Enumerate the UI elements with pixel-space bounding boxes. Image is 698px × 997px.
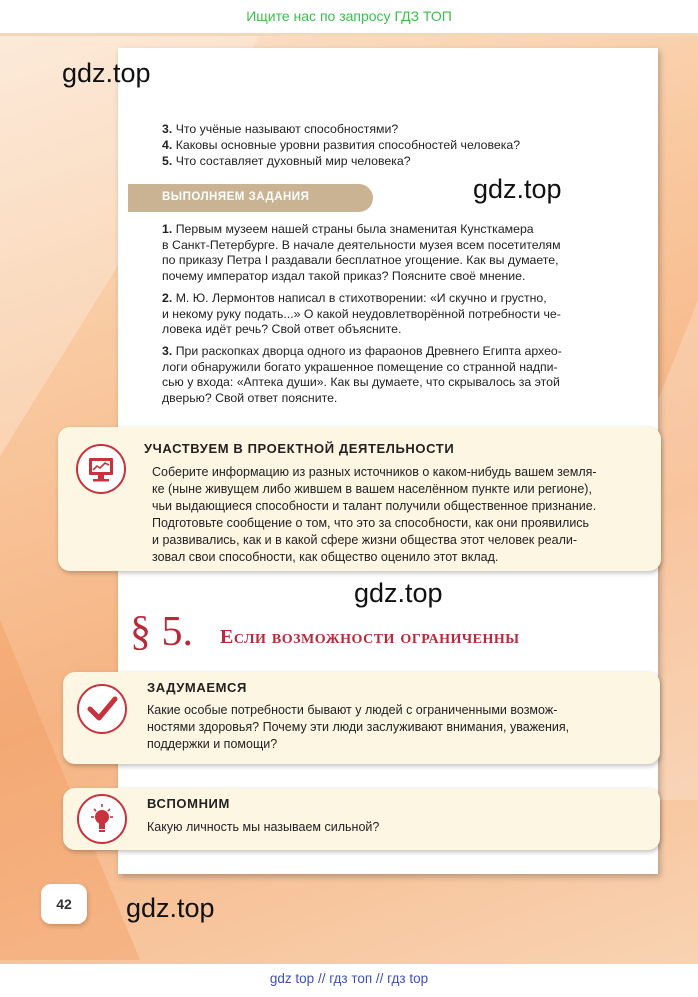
task-line: дверью? Свой ответ поясните. bbox=[162, 390, 338, 405]
task-number: 3. bbox=[162, 344, 173, 358]
tasks-header-banner bbox=[128, 184, 373, 212]
project-line: Соберите информацию из разных источников о каком-нибудь вашем земля- bbox=[152, 465, 597, 479]
question-number: 5. bbox=[162, 154, 173, 168]
task-line: в Санкт-Петербурге. В начале деятельности музея всем посетителям bbox=[162, 237, 561, 252]
task-line: почему император издал такой приказ? Поясните своё мнение. bbox=[162, 268, 526, 283]
think-line: Какие особые потребности бывают у людей с ограниченными возмож- bbox=[147, 703, 558, 717]
think-line: поддержки и помощи? bbox=[147, 737, 278, 751]
project-line: Подготовьте сообщение о том, что это за способности, как они проявились bbox=[152, 516, 590, 530]
monitor-icon bbox=[76, 444, 126, 494]
task-number: 1. bbox=[162, 222, 173, 236]
project-card bbox=[58, 427, 661, 571]
task-line: и некому руку подать...» О какой неудовлетворённой потребности че- bbox=[162, 306, 561, 321]
task-2 bbox=[162, 291, 625, 338]
footer-links[interactable]: gdz top // гдз топ // гдз top bbox=[0, 964, 698, 997]
lightbulb-icon bbox=[77, 794, 127, 844]
project-line: и развивались, как и в какой сфере жизни общества этот человек реали- bbox=[152, 533, 578, 547]
checkmark-icon bbox=[77, 684, 127, 734]
recall-title: ВСПОМНИМ bbox=[147, 796, 230, 811]
think-card bbox=[63, 672, 660, 764]
watermark: gdz.top bbox=[473, 174, 562, 204]
recall-text: Какую личность мы называем сильной? bbox=[147, 820, 380, 834]
think-text bbox=[147, 702, 647, 753]
think-line: ностями здоровья? Почему эти люди заслуживают внимания, уважения, bbox=[147, 720, 570, 734]
task-line bbox=[162, 222, 625, 238]
page-number: 42 bbox=[41, 884, 87, 924]
task-line-text: При раскопках дворца одного из фараонов Древнего Египта археo- bbox=[175, 344, 562, 358]
question-item bbox=[162, 137, 520, 153]
question-text: Что учёные называют способностями? bbox=[175, 122, 399, 136]
question-text: Каковы основные уровни развития способностей человека? bbox=[175, 138, 521, 152]
paragraph-sign: § 5. bbox=[130, 609, 193, 655]
question-number: 4. bbox=[162, 138, 173, 152]
project-line: зовал свои способности, как общество оценило этот вклад. bbox=[152, 550, 499, 564]
task-line: сью у входа: «Аптека души». Как вы думаете, что скрывалось за этой bbox=[162, 375, 560, 390]
task-line: по приказу Петра I раздавали бесплатное угощение. Как вы думаете, bbox=[162, 253, 559, 268]
think-title: ЗАДУМАЕМСЯ bbox=[147, 680, 247, 695]
project-line: чьи выдающиеся способности и талант получили общественное признание. bbox=[152, 499, 597, 513]
project-line: ке (ныне живущем либо жившем в вашем населённом пункте или регионе), bbox=[152, 482, 592, 496]
task-line: ловека идёт речь? Свой ответ объясните. bbox=[162, 322, 402, 337]
task-line bbox=[162, 344, 625, 360]
task-3 bbox=[162, 344, 625, 406]
watermark: gdz.top bbox=[62, 58, 151, 88]
recall-card bbox=[63, 788, 660, 850]
task-line-text: Первым музеем нашей страны была знаменитая Кунсткамера bbox=[175, 222, 534, 236]
question-item bbox=[162, 153, 411, 169]
watermark: gdz.top bbox=[126, 893, 215, 923]
project-text bbox=[152, 464, 646, 566]
task-line: логи обнаружили богато украшенное помещение со странной надпи- bbox=[162, 359, 558, 374]
task-1 bbox=[162, 222, 625, 284]
paragraph-title: Если возможности ограниченны bbox=[220, 626, 520, 648]
question-number: 3. bbox=[162, 122, 173, 136]
question-item bbox=[162, 121, 398, 137]
top-banner[interactable]: Ищите нас по запросу ГДЗ ТОП bbox=[0, 0, 698, 34]
tasks-header: ВЫПОЛНЯЕМ ЗАДАНИЯ bbox=[162, 191, 310, 203]
task-number: 2. bbox=[162, 291, 173, 305]
project-title: УЧАСТВУЕМ В ПРОЕКТНОЙ ДЕЯТЕЛЬНОСТИ bbox=[144, 441, 455, 456]
task-line bbox=[162, 291, 625, 307]
question-text: Что составляет духовный мир человека? bbox=[175, 154, 411, 168]
task-line-text: М. Ю. Лермонтов написал в стихотворении: «И скучно и грустно, bbox=[175, 291, 547, 305]
watermark: gdz.top bbox=[354, 578, 443, 608]
